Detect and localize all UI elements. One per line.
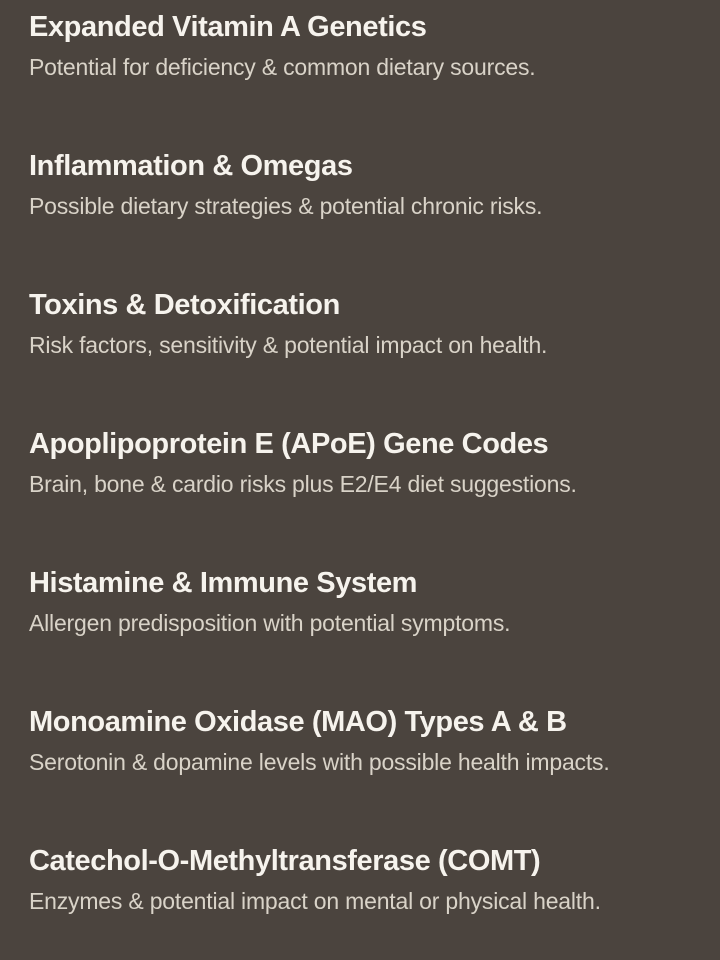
topic-item — [29, 287, 700, 426]
topic-title: Histamine & Immune System — [29, 567, 418, 599]
topic-title: Monoamine Oxidase (MAO) Types A & B — [29, 706, 567, 738]
topic-subtitle: Brain, bone & cardio risks plus E2/E4 diet suggestions. — [29, 471, 577, 498]
topic-subtitle: Serotonin & dopamine levels with possible health impacts. — [29, 749, 610, 776]
topic-item — [29, 704, 700, 843]
topic-item — [29, 9, 700, 148]
topic-item — [29, 565, 700, 704]
topic-subtitle: Potential for deficiency & common dietary sources. — [29, 54, 536, 81]
topic-item — [29, 426, 700, 565]
topic-title: Expanded Vitamin A Genetics — [29, 11, 427, 43]
topic-subtitle: Possible dietary strategies & potential chronic risks. — [29, 193, 543, 220]
topic-item — [29, 843, 700, 960]
topic-subtitle: Enzymes & potential impact on mental or physical health. — [29, 888, 601, 915]
topic-title: Catechol-O-Methyltransferase (COMT) — [29, 845, 541, 877]
topic-subtitle: Allergen predisposition with potential symptoms. — [29, 610, 511, 637]
topic-subtitle: Risk factors, sensitivity & potential impact on health. — [29, 332, 548, 359]
topic-title: Toxins & Detoxification — [29, 289, 340, 321]
topic-item — [29, 148, 700, 287]
topic-title: Inflammation & Omegas — [29, 150, 353, 182]
topic-title: Apoplipoprotein E (APoE) Gene Codes — [29, 428, 549, 460]
